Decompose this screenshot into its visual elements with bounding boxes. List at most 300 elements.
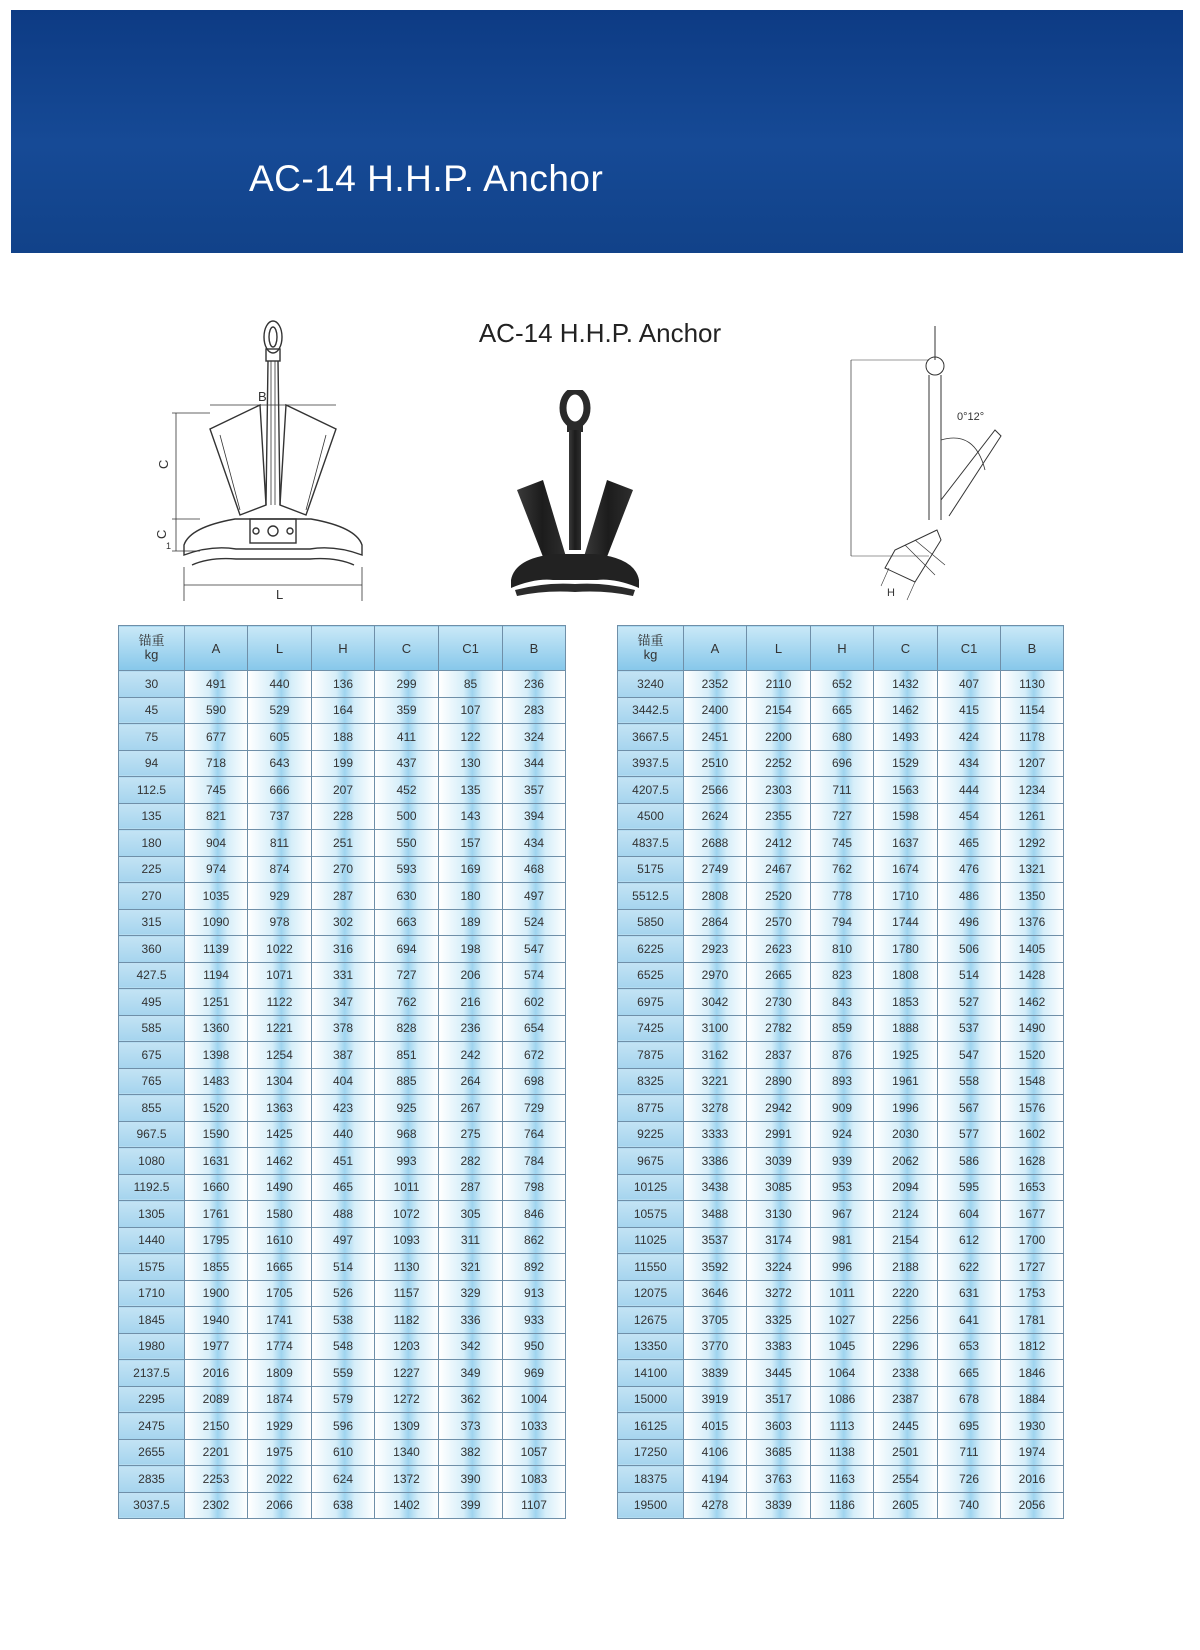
dimension-cell: 2467 (747, 856, 811, 883)
dimension-cell: 2154 (874, 1227, 938, 1254)
dimension-cell: 590 (185, 697, 248, 724)
dimension-cell: 305 (439, 1201, 503, 1228)
dimension-cell: 2066 (248, 1492, 312, 1519)
dimension-cell: 1548 (1001, 1068, 1064, 1095)
dimension-cell: 264 (439, 1068, 503, 1095)
dimension-cell: 3100 (684, 1015, 747, 1042)
anchor-weight-cell: 112.5 (119, 777, 185, 804)
anchor-weight-cell: 270 (119, 883, 185, 910)
column-header-line: kg (144, 647, 159, 662)
dimension-cell: 3839 (747, 1492, 811, 1519)
dimension-cell: 929 (248, 883, 312, 910)
dimension-cell: 2302 (185, 1492, 248, 1519)
dimension-cell: 1700 (1001, 1227, 1064, 1254)
dimension-cell: 1930 (1001, 1413, 1064, 1440)
dimension-cell: 1360 (185, 1015, 248, 1042)
dimension-cell: 846 (503, 1201, 566, 1228)
dimension-cell: 810 (811, 936, 874, 963)
dimension-cell: 652 (811, 671, 874, 698)
dimension-cell: 357 (503, 777, 566, 804)
dimension-cell: 2623 (747, 936, 811, 963)
dimension-cell: 778 (811, 883, 874, 910)
anchor-weight-cell: 7425 (618, 1015, 684, 1042)
dimension-cell: 373 (439, 1413, 503, 1440)
dimension-cell: 2970 (684, 962, 747, 989)
dimension-cell: 2510 (684, 750, 747, 777)
dimension-cell: 1090 (185, 909, 248, 936)
table-row (119, 671, 566, 698)
column-header: A (684, 626, 747, 671)
anchor-weight-cell: 14100 (618, 1360, 684, 1387)
dim-label-l: L (276, 587, 284, 602)
table-row (119, 777, 566, 804)
dimension-cell: 514 (312, 1254, 375, 1281)
dimension-cell: 1163 (811, 1466, 874, 1493)
dimension-cell: 993 (375, 1148, 439, 1175)
dimension-cell: 695 (938, 1413, 1001, 1440)
column-header-line: 锚重 (637, 633, 664, 648)
dimension-cell: 2338 (874, 1360, 938, 1387)
table-row (618, 1201, 1064, 1228)
dimension-cell: 654 (503, 1015, 566, 1042)
dimension-cell: 677 (185, 724, 248, 751)
anchor-weight-cell: 2295 (119, 1386, 185, 1413)
anchor-weight-cell: 427.5 (119, 962, 185, 989)
dimension-cell: 2296 (874, 1333, 938, 1360)
table-row (119, 1360, 566, 1387)
dimension-cell: 2094 (874, 1174, 938, 1201)
anchor-weight-cell: 4500 (618, 803, 684, 830)
dimension-cell: 1705 (248, 1280, 312, 1307)
anchor-weight-cell: 315 (119, 909, 185, 936)
dimension-cell: 1261 (1001, 803, 1064, 830)
table-row (119, 830, 566, 857)
anchor-weight-cell: 2137.5 (119, 1360, 185, 1387)
dimension-cell: 2688 (684, 830, 747, 857)
dimension-cell: 862 (503, 1227, 566, 1254)
column-header: C1 (439, 626, 503, 671)
dimension-cell: 745 (185, 777, 248, 804)
dimension-cell: 242 (439, 1042, 503, 1069)
dimension-cell: 1086 (811, 1386, 874, 1413)
dimension-cell: 630 (375, 883, 439, 910)
table-row (618, 1466, 1064, 1493)
dimension-cell: 2303 (747, 777, 811, 804)
dimension-cell: 3174 (747, 1227, 811, 1254)
dimension-cell: 892 (503, 1254, 566, 1281)
dimension-cell: 1961 (874, 1068, 938, 1095)
dimension-cell: 3537 (684, 1227, 747, 1254)
dimension-cell: 1194 (185, 962, 248, 989)
dimension-cell: 1710 (874, 883, 938, 910)
anchor-weight-cell: 1080 (119, 1148, 185, 1175)
column-header (119, 626, 185, 671)
dimension-cell: 491 (185, 671, 248, 698)
dimension-cell: 762 (375, 989, 439, 1016)
dimension-cell: 299 (375, 671, 439, 698)
table-row (618, 1227, 1064, 1254)
dimension-cell: 762 (811, 856, 874, 883)
table-row (618, 1386, 1064, 1413)
dimension-cell: 2253 (185, 1466, 248, 1493)
dimension-cell: 1402 (375, 1492, 439, 1519)
dimension-cell: 1064 (811, 1360, 874, 1387)
anchor-weight-cell: 225 (119, 856, 185, 883)
dimension-cell: 2062 (874, 1148, 938, 1175)
dimension-cell: 631 (938, 1280, 1001, 1307)
column-header: C (874, 626, 938, 671)
dimension-cell: 1677 (1001, 1201, 1064, 1228)
dimension-cell: 981 (811, 1227, 874, 1254)
table-row (119, 856, 566, 883)
dimension-cell: 2016 (185, 1360, 248, 1387)
anchor-weight-cell: 2835 (119, 1466, 185, 1493)
dim-label-b: B (258, 389, 267, 404)
dimension-cell: 497 (312, 1227, 375, 1254)
dimension-cell: 2890 (747, 1068, 811, 1095)
dimension-cell: 378 (312, 1015, 375, 1042)
anchor-weight-cell: 495 (119, 989, 185, 1016)
anchor-weight-cell: 1710 (119, 1280, 185, 1307)
dimension-cell: 624 (312, 1466, 375, 1493)
dimension-cell: 4278 (684, 1492, 747, 1519)
table-row (618, 1254, 1064, 1281)
dimension-cell: 2451 (684, 724, 747, 751)
anchor-weight-cell: 1305 (119, 1201, 185, 1228)
dimension-cell: 135 (439, 777, 503, 804)
table-row (119, 989, 566, 1016)
dimension-cell: 1780 (874, 936, 938, 963)
dimension-cell: 488 (312, 1201, 375, 1228)
dimension-cell: 287 (439, 1174, 503, 1201)
dimension-cell: 1254 (248, 1042, 312, 1069)
dimension-cell: 968 (375, 1121, 439, 1148)
column-header: H (312, 626, 375, 671)
table-row (618, 671, 1064, 698)
table-row (618, 697, 1064, 724)
dimension-cell: 2665 (747, 962, 811, 989)
dimension-cell: 282 (439, 1148, 503, 1175)
dimension-cell: 500 (375, 803, 439, 830)
dimension-cell: 969 (503, 1360, 566, 1387)
anchor-weight-cell: 765 (119, 1068, 185, 1095)
dimension-cell: 1071 (248, 962, 312, 989)
dimension-cell: 1576 (1001, 1095, 1064, 1122)
anchor-weight-cell: 5175 (618, 856, 684, 883)
dimension-cell: 3705 (684, 1307, 747, 1334)
dimension-cell: 199 (312, 750, 375, 777)
dimension-cell: 2200 (747, 724, 811, 751)
dimension-cell: 1072 (375, 1201, 439, 1228)
table-row (618, 1148, 1064, 1175)
dimension-cell: 1637 (874, 830, 938, 857)
dimension-cell: 407 (938, 671, 1001, 698)
anchor-weight-cell: 3937.5 (618, 750, 684, 777)
dimension-cell: 1563 (874, 777, 938, 804)
dimension-cell: 527 (938, 989, 1001, 1016)
table-row (618, 1360, 1064, 1387)
dimension-cell: 641 (938, 1307, 1001, 1334)
anchor-weight-cell: 7875 (618, 1042, 684, 1069)
anchor-weight-cell: 17250 (618, 1439, 684, 1466)
dimension-cell: 2089 (185, 1386, 248, 1413)
dimension-cell: 1884 (1001, 1386, 1064, 1413)
anchor-weight-cell: 1575 (119, 1254, 185, 1281)
table-row (119, 1413, 566, 1440)
dimension-cell: 1741 (248, 1307, 312, 1334)
dimension-cell: 1122 (248, 989, 312, 1016)
dimension-cell: 2923 (684, 936, 747, 963)
column-header: L (747, 626, 811, 671)
dimension-cell: 3042 (684, 989, 747, 1016)
dimension-cell: 1083 (503, 1466, 566, 1493)
dimension-cell: 1610 (248, 1227, 312, 1254)
dimension-cell: 718 (185, 750, 248, 777)
table-row (119, 1439, 566, 1466)
anchor-weight-cell: 2655 (119, 1439, 185, 1466)
table-row (119, 724, 566, 751)
table-row (618, 1121, 1064, 1148)
dimension-cell: 404 (312, 1068, 375, 1095)
table-row (119, 697, 566, 724)
dimension-cell: 696 (811, 750, 874, 777)
dimension-cell: 596 (312, 1413, 375, 1440)
dimension-cell: 1808 (874, 962, 938, 989)
dimension-cell: 1292 (1001, 830, 1064, 857)
dimension-cell: 1940 (185, 1307, 248, 1334)
column-header (618, 626, 684, 671)
column-header: H (811, 626, 874, 671)
dimension-cell: 2201 (185, 1439, 248, 1466)
dimension-cell: 1113 (811, 1413, 874, 1440)
dimension-cell: 678 (938, 1386, 1001, 1413)
table-row (119, 909, 566, 936)
anchor-weight-cell: 11025 (618, 1227, 684, 1254)
dimension-cell: 729 (503, 1095, 566, 1122)
column-header-line: kg (643, 647, 658, 662)
dimension-cell: 577 (938, 1121, 1001, 1148)
dimension-cell: 444 (938, 777, 1001, 804)
dimension-cell: 4015 (684, 1413, 747, 1440)
dimension-cell: 1490 (1001, 1015, 1064, 1042)
dimension-cell: 207 (312, 777, 375, 804)
dimension-cell: 3085 (747, 1174, 811, 1201)
dimension-cell: 1853 (874, 989, 938, 1016)
dimension-cell: 130 (439, 750, 503, 777)
dimension-cell: 1304 (248, 1068, 312, 1095)
dimension-cell: 2501 (874, 1439, 938, 1466)
dimension-cell: 939 (811, 1148, 874, 1175)
dimension-cell: 2150 (185, 1413, 248, 1440)
dimension-cell: 1462 (1001, 989, 1064, 1016)
table-row (119, 1333, 566, 1360)
dimension-cell: 1350 (1001, 883, 1064, 910)
dimension-cell: 821 (185, 803, 248, 830)
dimension-cell: 1182 (375, 1307, 439, 1334)
dimension-cell: 567 (938, 1095, 1001, 1122)
angle-label: 0°12° (957, 411, 985, 423)
anchor-weight-cell: 75 (119, 724, 185, 751)
dimension-cell: 267 (439, 1095, 503, 1122)
anchor-weight-cell: 10575 (618, 1201, 684, 1228)
dimension-cell: 1432 (874, 671, 938, 698)
dimension-cell: 331 (312, 962, 375, 989)
dimension-cell: 764 (503, 1121, 566, 1148)
table-row (618, 1439, 1064, 1466)
table-row (618, 777, 1064, 804)
dimension-cell: 643 (248, 750, 312, 777)
dimension-cell: 2056 (1001, 1492, 1064, 1519)
dimension-cell: 1888 (874, 1015, 938, 1042)
dimension-cell: 3488 (684, 1201, 747, 1228)
dimension-cell: 1753 (1001, 1280, 1064, 1307)
anchor-weight-cell: 135 (119, 803, 185, 830)
dimension-cell: 967 (811, 1201, 874, 1228)
dimension-cell: 2154 (747, 697, 811, 724)
dimension-cell: 1490 (248, 1174, 312, 1201)
dimension-cell: 1130 (375, 1254, 439, 1281)
dimension-cell: 188 (312, 724, 375, 751)
table-row (119, 750, 566, 777)
dimension-cell: 1093 (375, 1227, 439, 1254)
dimension-cell: 2837 (747, 1042, 811, 1069)
dimension-cell: 909 (811, 1095, 874, 1122)
dimension-cell: 526 (312, 1280, 375, 1307)
table-row (618, 1492, 1064, 1519)
dimension-cell: 1874 (248, 1386, 312, 1413)
dimension-cell: 1925 (874, 1042, 938, 1069)
dimension-cell: 798 (503, 1174, 566, 1201)
anchor-weight-cell: 2475 (119, 1413, 185, 1440)
anchor-side-drawing (845, 320, 1025, 620)
dimension-cell: 811 (248, 830, 312, 857)
dimension-cell: 1207 (1001, 750, 1064, 777)
dim-label-h: H (887, 587, 895, 599)
dimension-cell: 2110 (747, 671, 811, 698)
anchor-weight-cell: 13350 (618, 1333, 684, 1360)
dimension-cell: 1227 (375, 1360, 439, 1387)
anchor-weight-cell: 12075 (618, 1280, 684, 1307)
dimension-cell: 206 (439, 962, 503, 989)
dimension-cell: 228 (312, 803, 375, 830)
dimension-cell: 2188 (874, 1254, 938, 1281)
dimension-cell: 1251 (185, 989, 248, 1016)
dimension-cell: 953 (811, 1174, 874, 1201)
dimension-cell: 236 (503, 671, 566, 698)
dimension-cell: 143 (439, 803, 503, 830)
table-row (119, 1068, 566, 1095)
anchor-weight-cell: 10125 (618, 1174, 684, 1201)
dimension-cell: 302 (312, 909, 375, 936)
dimension-cell: 3517 (747, 1386, 811, 1413)
header-banner (11, 10, 1183, 253)
dimension-cell: 2991 (747, 1121, 811, 1148)
dimension-cell: 394 (503, 803, 566, 830)
dimension-cell: 1795 (185, 1227, 248, 1254)
dimension-cell: 1428 (1001, 962, 1064, 989)
dimension-cell: 933 (503, 1307, 566, 1334)
dimension-cell: 1774 (248, 1333, 312, 1360)
dimension-cell: 275 (439, 1121, 503, 1148)
anchor-weight-cell: 45 (119, 697, 185, 724)
dimension-cell: 1340 (375, 1439, 439, 1466)
anchor-weight-cell: 15000 (618, 1386, 684, 1413)
dimension-cell: 1011 (375, 1174, 439, 1201)
dimension-cell: 2355 (747, 803, 811, 830)
dimension-cell: 1520 (185, 1095, 248, 1122)
column-header: C (375, 626, 439, 671)
dimension-cell: 1376 (1001, 909, 1064, 936)
dimension-cell: 859 (811, 1015, 874, 1042)
dimension-cell: 1234 (1001, 777, 1064, 804)
dimension-cell: 424 (938, 724, 1001, 751)
dimension-cell: 329 (439, 1280, 503, 1307)
dimension-cell: 1744 (874, 909, 938, 936)
anchor-weight-cell: 180 (119, 830, 185, 857)
dimension-cell: 496 (938, 909, 1001, 936)
dimension-cell: 1011 (811, 1280, 874, 1307)
dimension-cell: 1462 (248, 1148, 312, 1175)
dimension-cell: 1483 (185, 1068, 248, 1095)
dimension-cell: 711 (938, 1439, 1001, 1466)
dimension-cell: 1057 (503, 1439, 566, 1466)
dimension-cell: 885 (375, 1068, 439, 1095)
dimension-cell: 3839 (684, 1360, 747, 1387)
anchor-weight-cell: 8325 (618, 1068, 684, 1095)
dimension-cell: 638 (312, 1492, 375, 1519)
dimension-cell: 694 (375, 936, 439, 963)
dimension-cell: 437 (375, 750, 439, 777)
dimension-cell: 465 (312, 1174, 375, 1201)
table-row (618, 750, 1064, 777)
dimension-cell: 3919 (684, 1386, 747, 1413)
dimension-cell: 1900 (185, 1280, 248, 1307)
dimension-cell: 1221 (248, 1015, 312, 1042)
dimension-cell: 3039 (747, 1148, 811, 1175)
dimension-cell: 434 (503, 830, 566, 857)
dimension-cell: 794 (811, 909, 874, 936)
table-row (618, 830, 1064, 857)
dimension-cell: 3278 (684, 1095, 747, 1122)
dimension-cell: 2220 (874, 1280, 938, 1307)
dimension-cell: 547 (938, 1042, 1001, 1069)
dimension-cell: 1855 (185, 1254, 248, 1281)
dimension-cell: 558 (938, 1068, 1001, 1095)
dimension-cell: 2605 (874, 1492, 938, 1519)
dimension-cell: 1520 (1001, 1042, 1064, 1069)
anchor-weight-cell: 3667.5 (618, 724, 684, 751)
anchor-weight-cell: 18375 (618, 1466, 684, 1493)
table-row (119, 1466, 566, 1493)
table-row (119, 1307, 566, 1334)
dimension-cell: 1272 (375, 1386, 439, 1413)
dimension-cell: 1580 (248, 1201, 312, 1228)
table-row (618, 883, 1064, 910)
table-row (119, 936, 566, 963)
dimension-cell: 336 (439, 1307, 503, 1334)
dimension-cell: 136 (312, 671, 375, 698)
table-row (119, 1095, 566, 1122)
dimension-cell: 1035 (185, 883, 248, 910)
dimension-cell: 1027 (811, 1307, 874, 1334)
dimension-cell: 1975 (248, 1439, 312, 1466)
table-row (119, 1386, 566, 1413)
dimension-cell: 1929 (248, 1413, 312, 1440)
dimension-cell: 2864 (684, 909, 747, 936)
dimension-cell: 1493 (874, 724, 938, 751)
dimension-cell: 342 (439, 1333, 503, 1360)
section-title: AC-14 H.H.P. Anchor (478, 318, 722, 348)
